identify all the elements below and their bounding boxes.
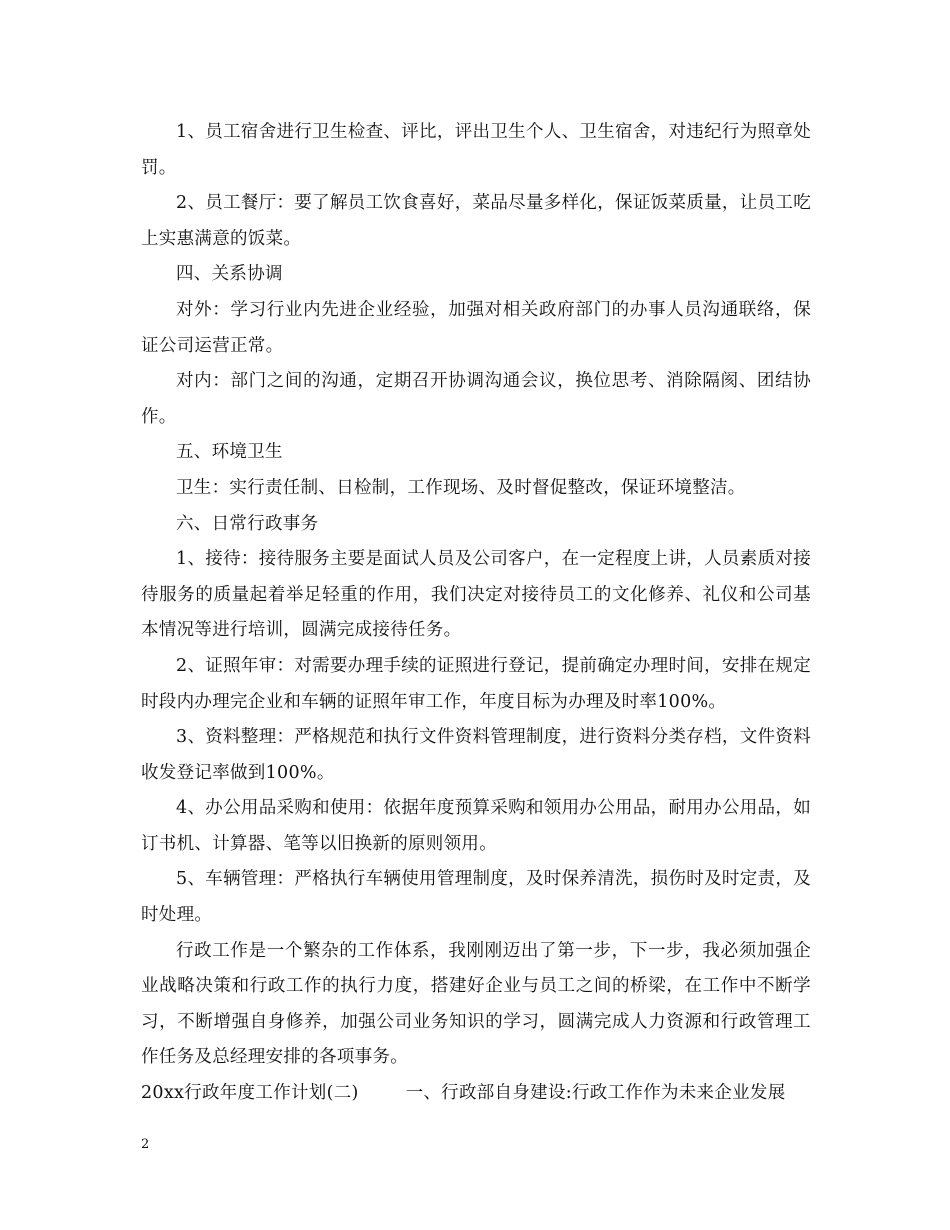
paragraph-summary: 行政工作是一个繁杂的工作体系，我刚刚迈出了第一步，下一步，我必须加强企业战略决策和行政工作的执行力度，搭建好企业与员工之间的桥梁，在工作中不断学习，不断增强自身修养，加强公司业务知识的学习，圆满完成人力资源和行政管理工作任务及总经理安排的各项事务。 <box>141 940 811 1068</box>
paragraph-vehicle-management: 5、车辆管理：严格执行车辆使用管理制度，及时保养清洗，损伤时及时定责，及时处理。 <box>141 869 811 926</box>
paragraph-office-supplies: 4、办公用品采购和使用：依据年度预算采购和领用办公用品，耐用办公用品，如订书机、计算器、笔等以旧换新的原则领用。 <box>141 798 811 854</box>
paragraph-license-review: 2、证照年审：对需要办理手续的证照进行登记，提前确定办理时间，安排在规定时段内办理完企业和车辆的证照年审工作，年度目标为办理及时率100%。 <box>141 655 811 712</box>
paragraph-hygiene: 卫生：实行责任制、日检制，工作现场、及时督促整改，保证环境整洁。 <box>176 477 746 498</box>
paragraph-external-relations: 对外：学习行业内先进企业经验，加强对相关政府部门的办事人员沟通联络，保证公司运营正常。 <box>141 299 811 356</box>
paragraph-reception: 1、接待：接待服务主要是面试人员及公司客户，在一定程度上讲，人员素质对接待服务的质量起着举足轻重的作用，我们决定对接待员工的文化修养、礼仪和公司基本情况等进行培训，圆满完成接待任务。 <box>141 549 811 641</box>
paragraph-staff-canteen: 2、员工餐厅：要了解员工饮食喜好，菜品尽量多样化，保证饭菜质量，让员工吃上实惠满意的饭菜。 <box>141 193 811 249</box>
section-heading-relations: 四、关系协调 <box>176 264 283 285</box>
page-number: 2 <box>141 1137 150 1152</box>
paragraph-internal-relations: 对内：部门之间的沟通，定期召开协调沟通会议，换位思考、消除隔阂、团结协作。 <box>141 371 811 427</box>
paragraph-dorm-inspection: 1、员工宿舍进行卫生检查、评比，评出卫生个人、卫生宿舍，对违纪行为照章处罚。 <box>141 122 811 178</box>
document-body <box>141 115 811 1112</box>
paragraph-document-filing: 3、资料整理：严格规范和执行文件资料管理制度，进行资料分类存档，文件资料收发登记率做到100%。 <box>141 727 811 783</box>
section-heading-environment: 五、环境卫生 <box>176 442 283 463</box>
next-plan-line: 20xx行政年度工作计划(二) 一、行政部自身建设:行政工作作为未来企业发展 <box>141 1083 786 1104</box>
section-heading-daily-affairs: 六、日常行政事务 <box>176 513 319 534</box>
